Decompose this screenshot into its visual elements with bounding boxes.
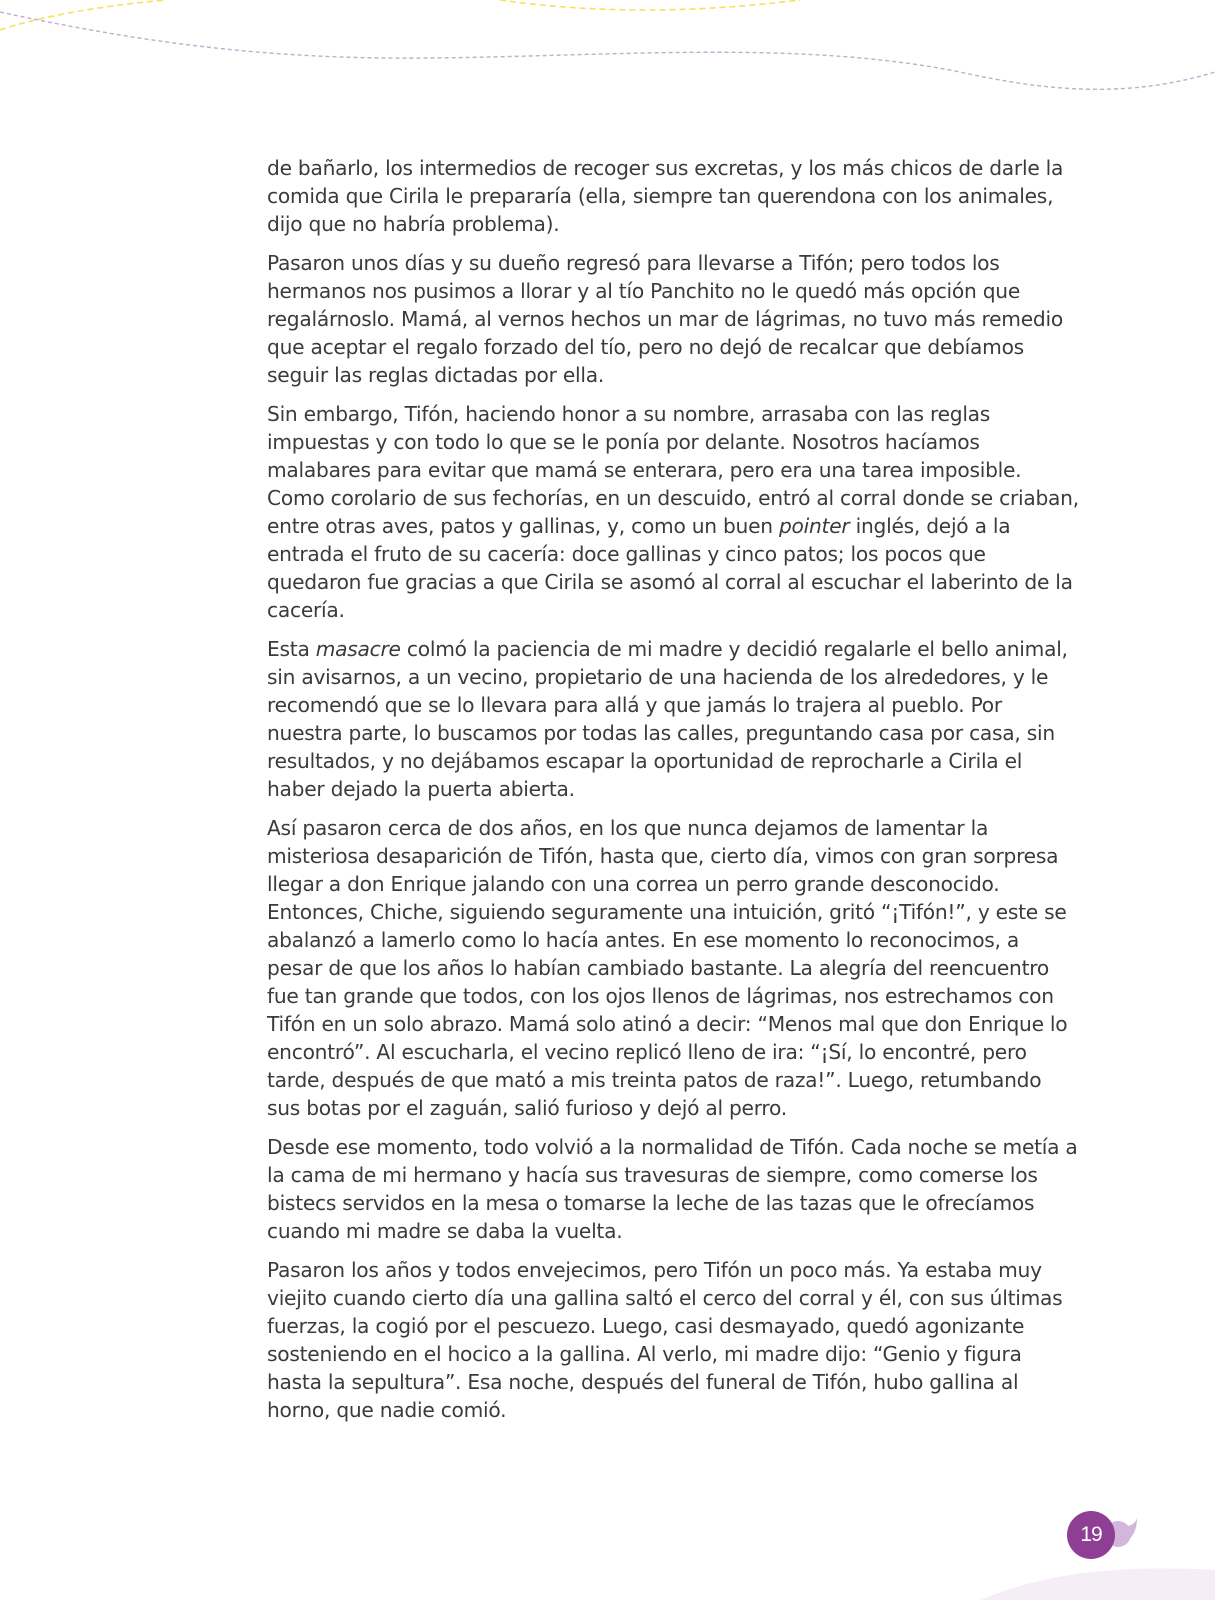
lilac-bottom-curve xyxy=(980,1568,1215,1600)
paragraph-text: Pasaron unos días y su dueño regresó para llevarse a Tifón; pero todos los hermanos nos pusimos a llorar y al tío Panchito no le quedó más opción que regalárnoslo. Mamá, al vernos hechos un mar de lágrimas, no tuvo más remedio que aceptar el regalo forzado del tío, pero no dejó de recalcar que debíamos seguir las reglas dictadas por ella. xyxy=(267,251,1063,387)
paragraph-text: Esta xyxy=(267,637,316,661)
paragraph-text: inglés, dejó a la entrada el fruto de su cacería: doce gallinas y cinco patos; los pocos que quedaron fue gracias a que Cirila se asomó al corral al escuchar el laberinto de la cacería. xyxy=(267,514,1073,622)
paragraph-text: Sin embargo, Tifón, haciendo honor a su nombre, arrasaba con las reglas impuestas y con todo lo que se le ponía por delante. Nosotros hacíamos malabares para evitar que mamá se enterara, pero era una tarea imposible. Como corolario de sus fechorías, en un descuido, entró al corral donde se criaban, entre otras aves, patos y gallinas, y, como un buen xyxy=(267,402,1079,538)
paragraph-text: colmó la paciencia de mi madre y decidió regalarle el bello animal, sin avisarnos, a un vecino, propietario de una hacienda de los alrededores, y le recomendó que se lo llevara para allá y que jamás lo trajera al pueblo. Por nuestra parte, lo buscamos por todas las calles, preguntando casa por casa, sin resultados, y no dejábamos escapar la oportunidad de reprocharle a Cirila el haber dejado la puerta abierta. xyxy=(267,637,1068,801)
italic-term-pointer: pointer xyxy=(778,514,850,538)
paragraph-text: Pasaron los años y todos envejecimos, pero Tifón un poco más. Ya estaba muy viejito cuando cierto día una gallina saltó el cerco del corral y él, con sus últimas fuerzas, la cogió por el pescuezo. Luego, casi desmayado, quedó agonizante sosteniendo en el hocico a la gallina. Al verlo, mi madre dijo: “Genio y figura hasta la sepultura”. Esa noche, después del funeral de Tifón, hubo gallina al horno, que nadie comió. xyxy=(267,1258,1063,1422)
paragraph-text: Así pasaron cerca de dos años, en los que nunca dejamos de lamentar la misteriosa desaparición de Tifón, hasta que, cierto día, vimos con gran sorpresa llegar a don Enrique jalando con una correa un perro grande desconocido. Entonces, Chiche, siguiendo seguramente una intuición, gritó “¡Tifón!”, y este se abalanzó a lamerlo como lo hacía antes. En ese momento lo reconocimos, a pesar de que los años lo habían cambiado bastante. La alegría del reencuentro fue tan grande que todos, con los ojos llenos de lágrimas, nos estrechamos con Tifón en un solo abrazo. Mamá solo atinó a decir: “Menos mal que don Enrique lo encontró”. Al escucharla, el vecino replicó lleno de ira: “¡Sí, lo encontré, pero tarde, después de que mató a mis treinta patos de raza!”. Luego, retumbando sus botas por el zaguán, salió furioso y dejó al perro. xyxy=(267,816,1068,1120)
italic-term-masacre: masacre xyxy=(315,637,401,661)
paragraph-text: de bañarlo, los intermedios de recoger sus excretas, y los más chicos de darle la comida que Cirila le prepararía (ella, siempre tan querendona con los animales, dijo que no habría problema). xyxy=(267,156,1064,236)
page-number: 19 xyxy=(1067,1511,1115,1559)
paragraph-text: Desde ese momento, todo volvió a la normalidad de Tifón. Cada noche se metía a la cama de mi hermano y hacía sus travesuras de siempre, como comerse los bistecs servidos en la mesa o tomarse la leche de las tazas que le ofrecíamos cuando mi madre se daba la vuelta. xyxy=(267,1135,1078,1243)
